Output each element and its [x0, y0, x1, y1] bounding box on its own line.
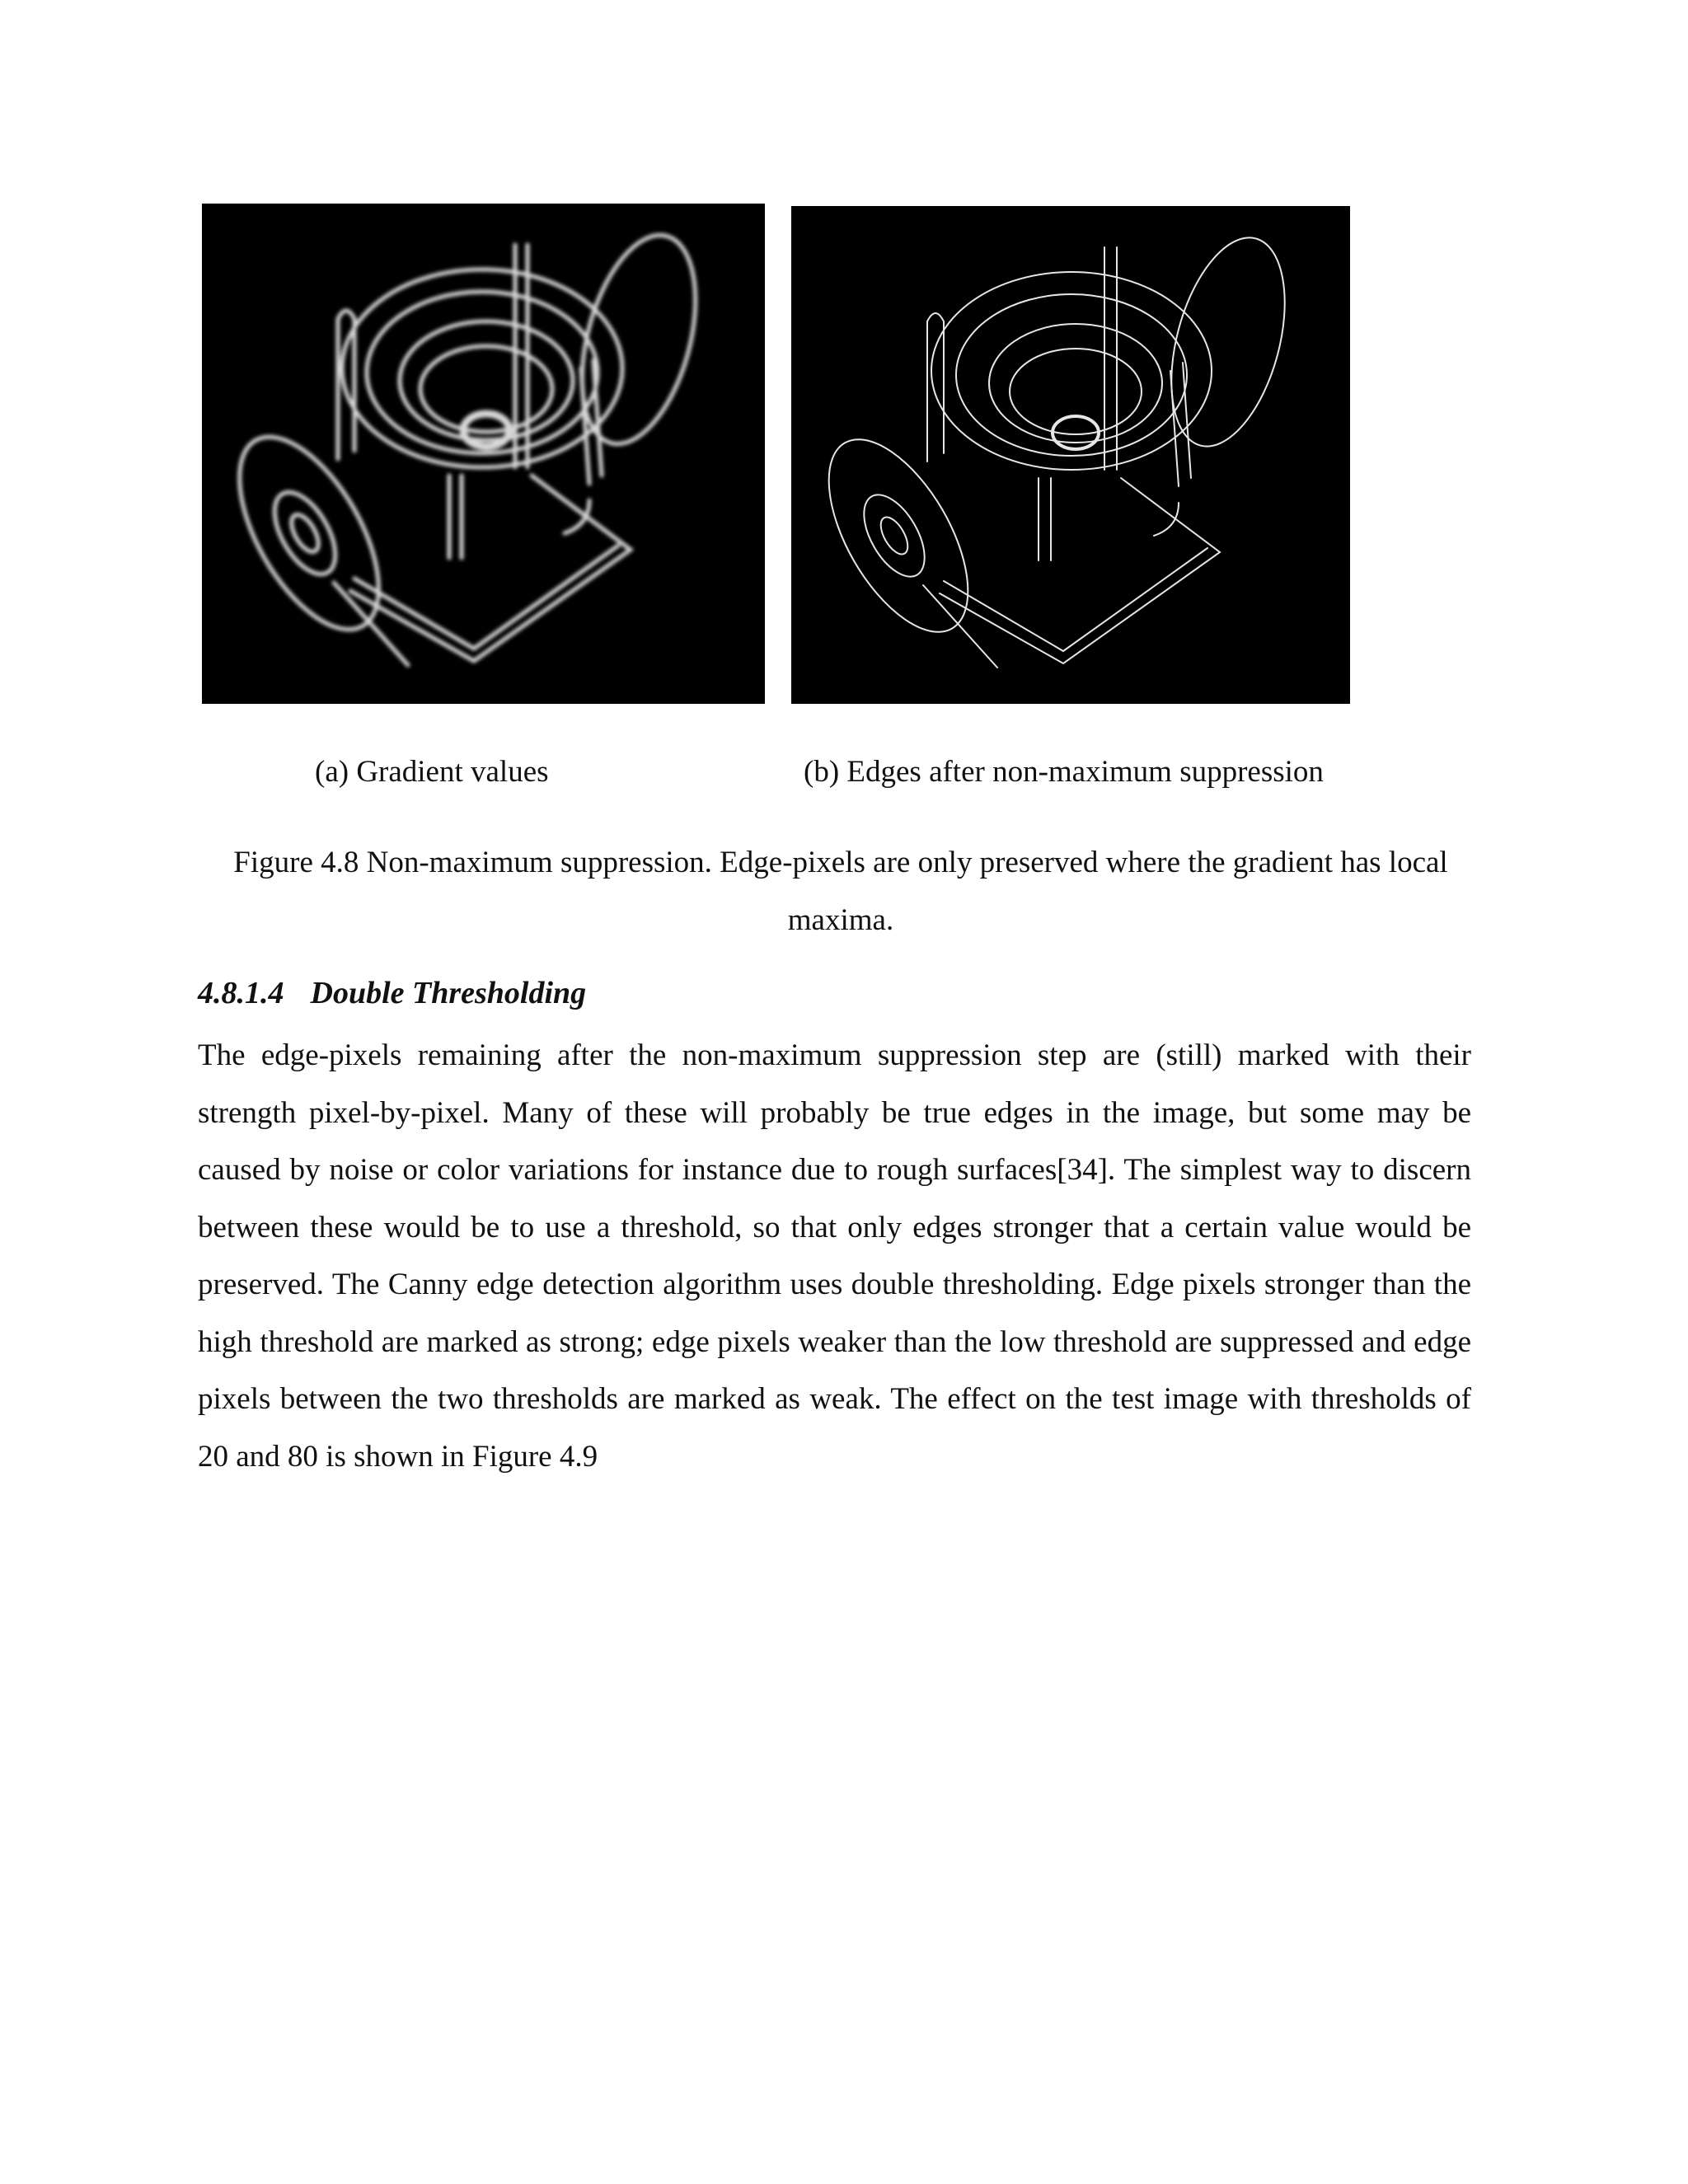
- figure-caption: Figure 4.8 Non-maximum suppression. Edge-pixels are only preserved where the gradient has local maxima.: [233, 846, 1448, 937]
- subfigure-caption-b: (b) Edges after non-maximum suppression: [804, 755, 1324, 789]
- thin-edge-image: [791, 206, 1350, 704]
- subfigure-caption-a: (a) Gradient values: [315, 755, 549, 789]
- figure-non-max-suppression: [791, 206, 1350, 704]
- gradient-edge-image: [202, 204, 765, 704]
- body-paragraph: The edge-pixels remaining after the non-maximum suppression step are (still) marked with their strength pixel-by-pixel. Many of these will probably be true edges in the image, but some may be caused by noise or color variations for instance due to rough surfaces[34]. The simplest way to discern between these would be to use a threshold, so that only edges stronger that a certain value would be preserved. The Canny edge detection algorithm uses double thresholding. Edge pixels stronger than the high threshold are marked as strong; edge pixels weaker than the low threshold are suppressed and edge pixels between the two thresholds are marked as weak. The effect on the test image with thresholds of 20 and 80 is shown in Figure 4.9: [198, 1038, 1471, 1474]
- section-number: 4.8.1.4: [198, 976, 284, 1010]
- section-heading: [198, 975, 586, 1011]
- section-title: Double Thresholding: [310, 976, 587, 1010]
- figure-gradient-values: [202, 204, 765, 704]
